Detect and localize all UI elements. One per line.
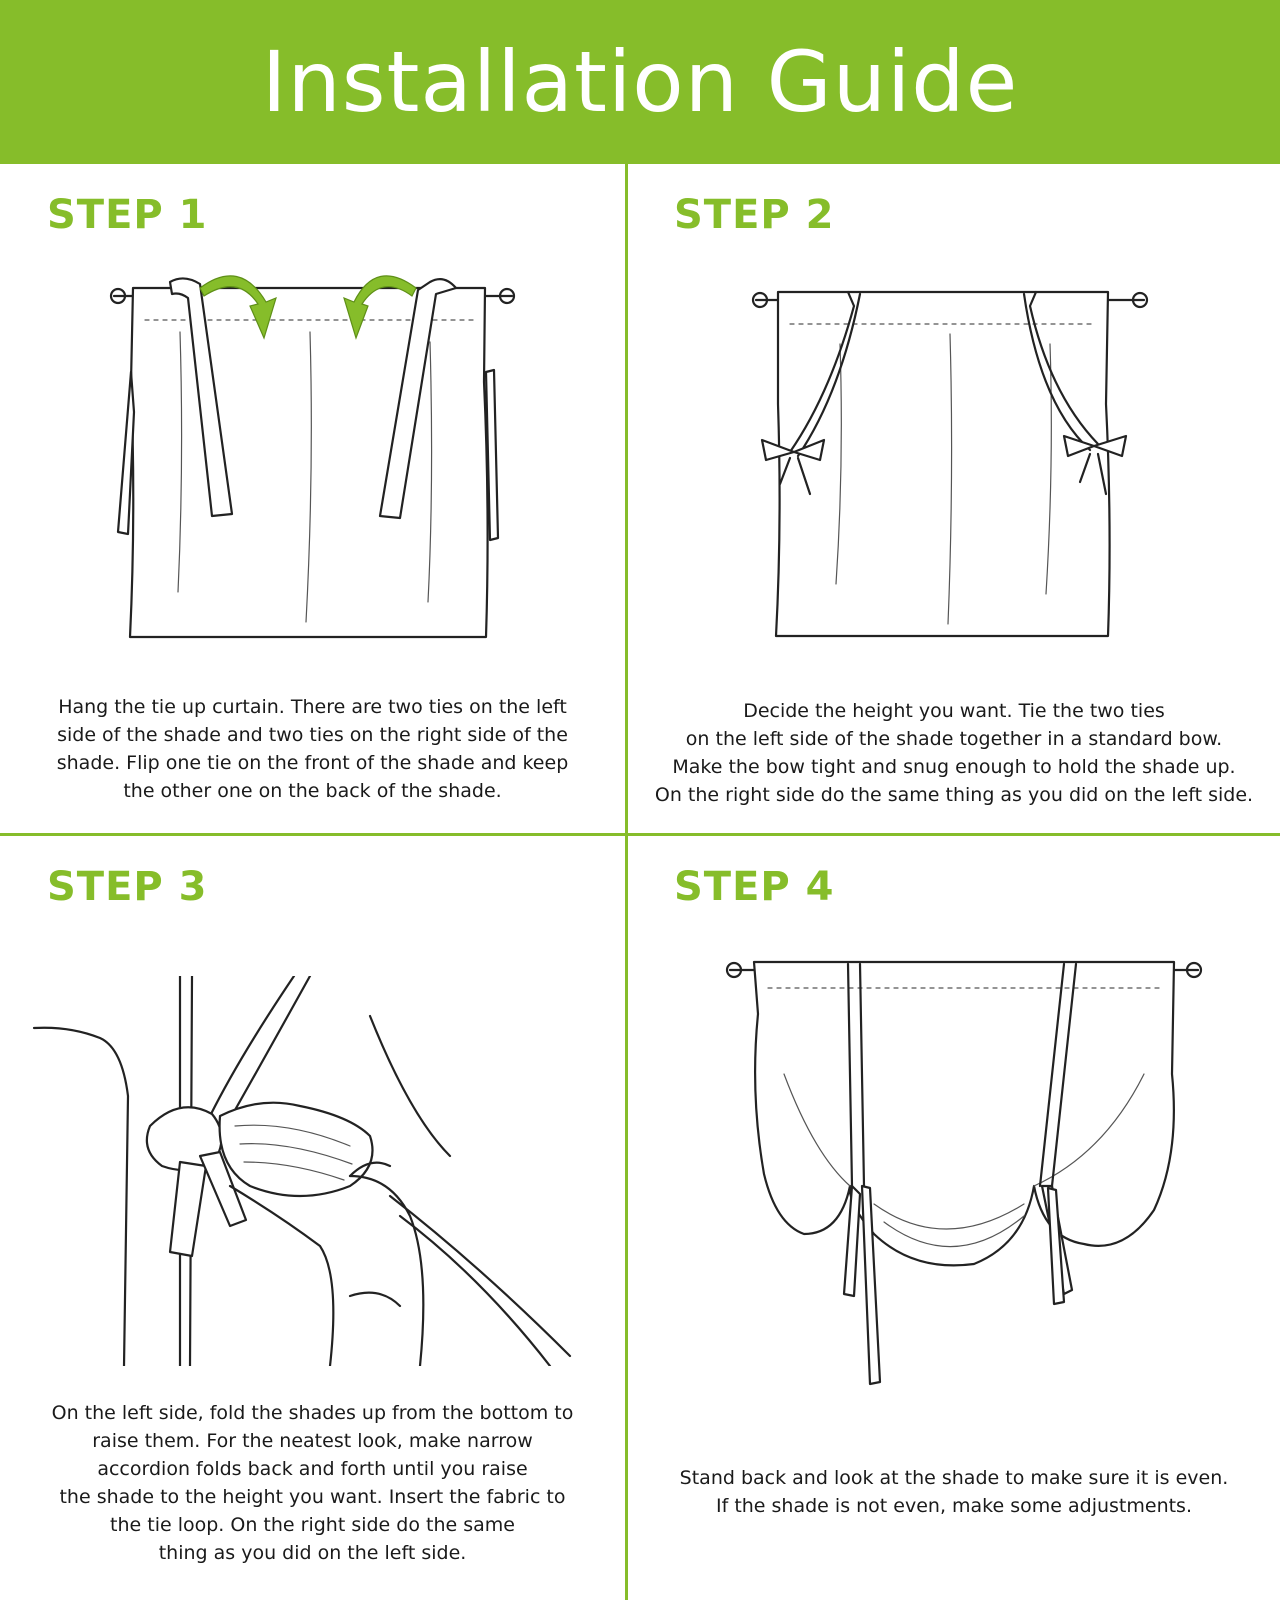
step-3-description (15, 1399, 610, 1567)
step-4-panel (628, 836, 1280, 1600)
desc-line: accordion folds back and forth until you raise (97, 1458, 528, 1480)
step-1-heading: STEP 1 (47, 192, 208, 238)
step-4-illustration (724, 954, 1204, 1424)
step-3-heading: STEP 3 (47, 864, 208, 910)
step-4-heading: STEP 4 (674, 864, 835, 910)
page-title: Installation Guide (261, 33, 1019, 131)
desc-line: On the left side, fold the shades up from the bottom to (51, 1402, 574, 1424)
step-4-description (638, 1464, 1270, 1520)
desc-line: on the left side of the shade together in a standard bow. (685, 728, 1223, 750)
desc-line: thing as you did on the left side. (158, 1542, 467, 1564)
step-1-panel (0, 164, 625, 833)
desc-line: side of the shade and two ties on the right side of the (57, 724, 568, 746)
step-3-illustration (30, 976, 590, 1366)
desc-line: Decide the height you want. Tie the two ties (743, 700, 1165, 722)
desc-line: raise them. For the neatest look, make narrow (92, 1430, 533, 1452)
step-2-panel (628, 164, 1280, 833)
step-2-illustration (750, 284, 1150, 654)
desc-line: Make the bow tight and snug enough to hold the shade up. (672, 756, 1236, 778)
desc-line: the tie loop. On the right side do the same (110, 1514, 515, 1536)
desc-line: shade. Flip one tie on the front of the shade and keep (56, 752, 569, 774)
desc-line: On the right side do the same thing as you did on the left side. (654, 784, 1254, 806)
desc-line: the other one on the back of the shade. (123, 780, 502, 802)
step-3-panel (0, 836, 625, 1600)
step-1-description (20, 693, 605, 805)
step-2-description (638, 697, 1270, 809)
step-2-heading: STEP 2 (674, 192, 835, 238)
header-banner (0, 0, 1280, 164)
desc-line: Hang the tie up curtain. There are two ties on the left (58, 696, 567, 718)
step-1-illustration (100, 262, 530, 652)
desc-line: the shade to the height you want. Insert the fabric to (59, 1486, 566, 1508)
desc-line: If the shade is not even, make some adjustments. (715, 1495, 1192, 1517)
desc-line: Stand back and look at the shade to make sure it is even. (679, 1467, 1229, 1489)
